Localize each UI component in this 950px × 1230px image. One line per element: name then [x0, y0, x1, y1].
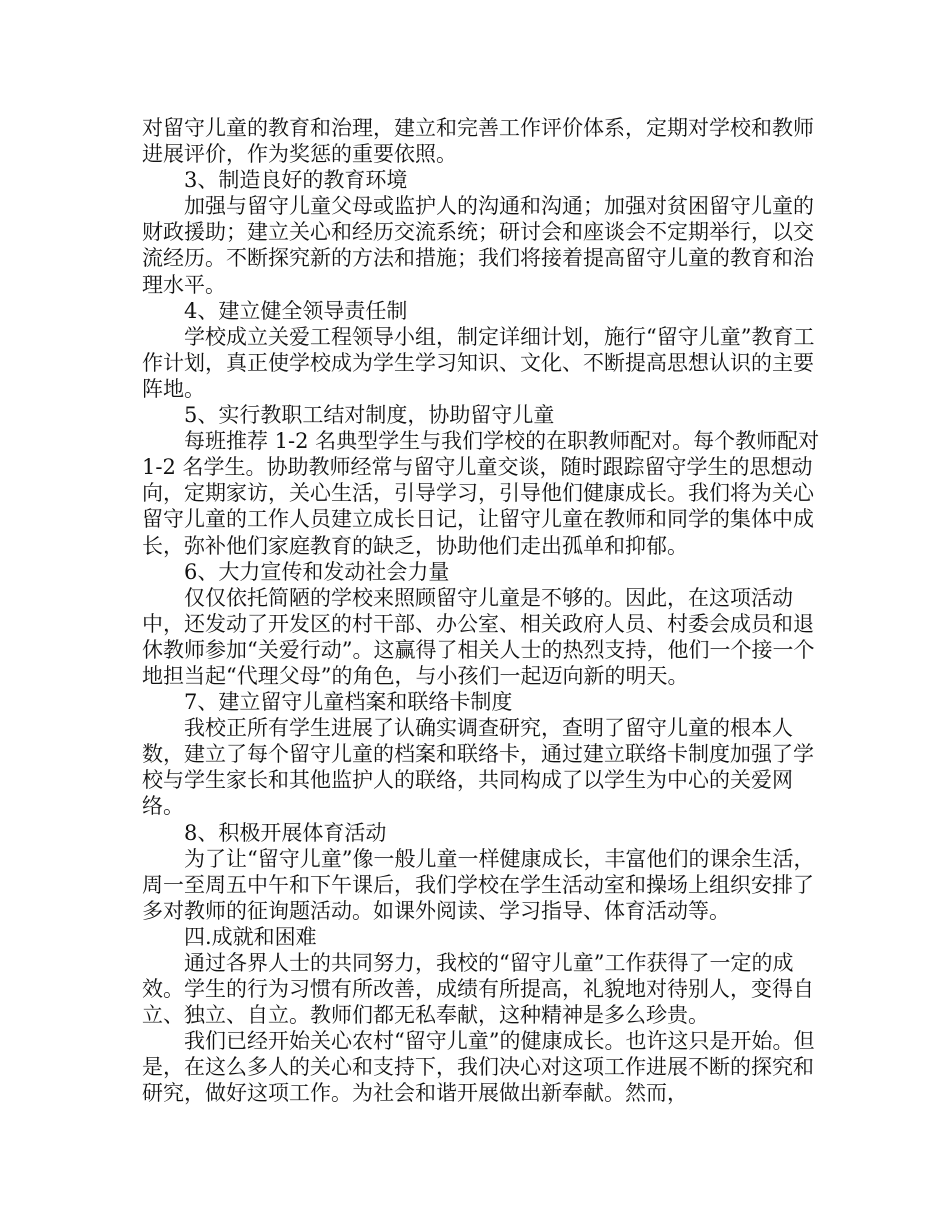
- section-heading-8: 8、积极开展体育活动: [184, 820, 387, 845]
- section-heading-4: 4、建立健全领导责任制: [184, 298, 408, 323]
- body-paragraph: 通过各界人士的共同努力，我校的“留守儿童”工作获得了一定的成效。学生的行为习惯有所改善，成绩有所提高，礼貌地对待别人，变得自立、独立、自立。教师们都无私奉献，这种精神是多么珍贵。: [142, 951, 814, 1028]
- section-heading-5: 5、实行教职工结对制度，协助留守儿童: [184, 403, 555, 428]
- body-paragraph: 每班推荐 1-2 名典型学生与我们学校的在职教师配对。每个教师配对 1-2 名学生。协助教师经常与留守儿童交谈，随时跟踪留守学生的思想动向，定期家访，关心生活，引导学习，引导他们健康成长。我们将为关心留守儿童的工作人员建立成长日记，让留守儿童在教师和同学的集体中成长，弥补他们家庭教育的缺乏，协助他们走出孤单和抑郁。: [142, 429, 820, 558]
- body-paragraph-continued: 对留守儿童的教育和治理，建立和完善工作评价体系，定期对学校和教师进展评价，作为奖惩的重要依照。: [142, 116, 814, 167]
- body-paragraph: 我们已经开始关心农村“留守儿童”的健康成长。也许这只是开始。但是，在这么多人的关心和支持下，我们决心对这项工作进展不断的探究和研究，做好这项工作。为社会和谐开展做出新奉献。然而，: [142, 1029, 815, 1106]
- section-heading-6: 6、大力宣传和发动社会力量: [184, 559, 450, 584]
- section-heading-3: 3、制造良好的教育环境: [184, 168, 408, 193]
- section-heading-7: 7、建立留守儿童档案和联络卡制度: [184, 690, 513, 715]
- body-paragraph: 为了让“留守儿童”像一般儿童一样健康成长，丰富他们的课余生活，周一至周五中午和下午课后，我们学校在学生活动室和操场上组织安排了多对教师的征询题活动。如课外阅读、学习指导、体育活动等。: [142, 846, 815, 923]
- body-paragraph: 学校成立关爱工程领导小组，制定详细计划，施行“留守儿童”教育工作计划，真正使学校成为学生学习知识、文化、不断提高思想认识的主要阵地。: [142, 324, 815, 401]
- document-body: [142, 115, 822, 1107]
- chapter-heading-4: 四.成就和困难: [184, 924, 317, 949]
- body-paragraph: 我校正所有学生进展了认确实调查研究，查明了留守儿童的根本人数，建立了每个留守儿童的档案和联络卡，通过建立联络卡制度加强了学校与学生家长和其他监护人的联络，共同构成了以学生为中心的关爱网络。: [142, 716, 814, 819]
- body-paragraph: 仅仅依托简陋的学校来照顾留守儿童是不够的。因此，在这项活动中，还发动了开发区的村干部、办公室、相关政府人员、村委会成员和退休教师参加“关爱行动”。这赢得了相关人士的热烈支持，他们一个接一个地担当起“代理父母”的角色，与小孩们一起迈向新的明天。: [142, 585, 815, 688]
- body-paragraph: 加强与留守儿童父母或监护人的沟通和沟通；加强对贫困留守儿童的财政援助；建立关心和经历交流系统；研讨会和座谈会不定期举行，以交流经历。不断探究新的方法和措施；我们将接着提高留守儿童的教育和治理水平。: [142, 194, 814, 297]
